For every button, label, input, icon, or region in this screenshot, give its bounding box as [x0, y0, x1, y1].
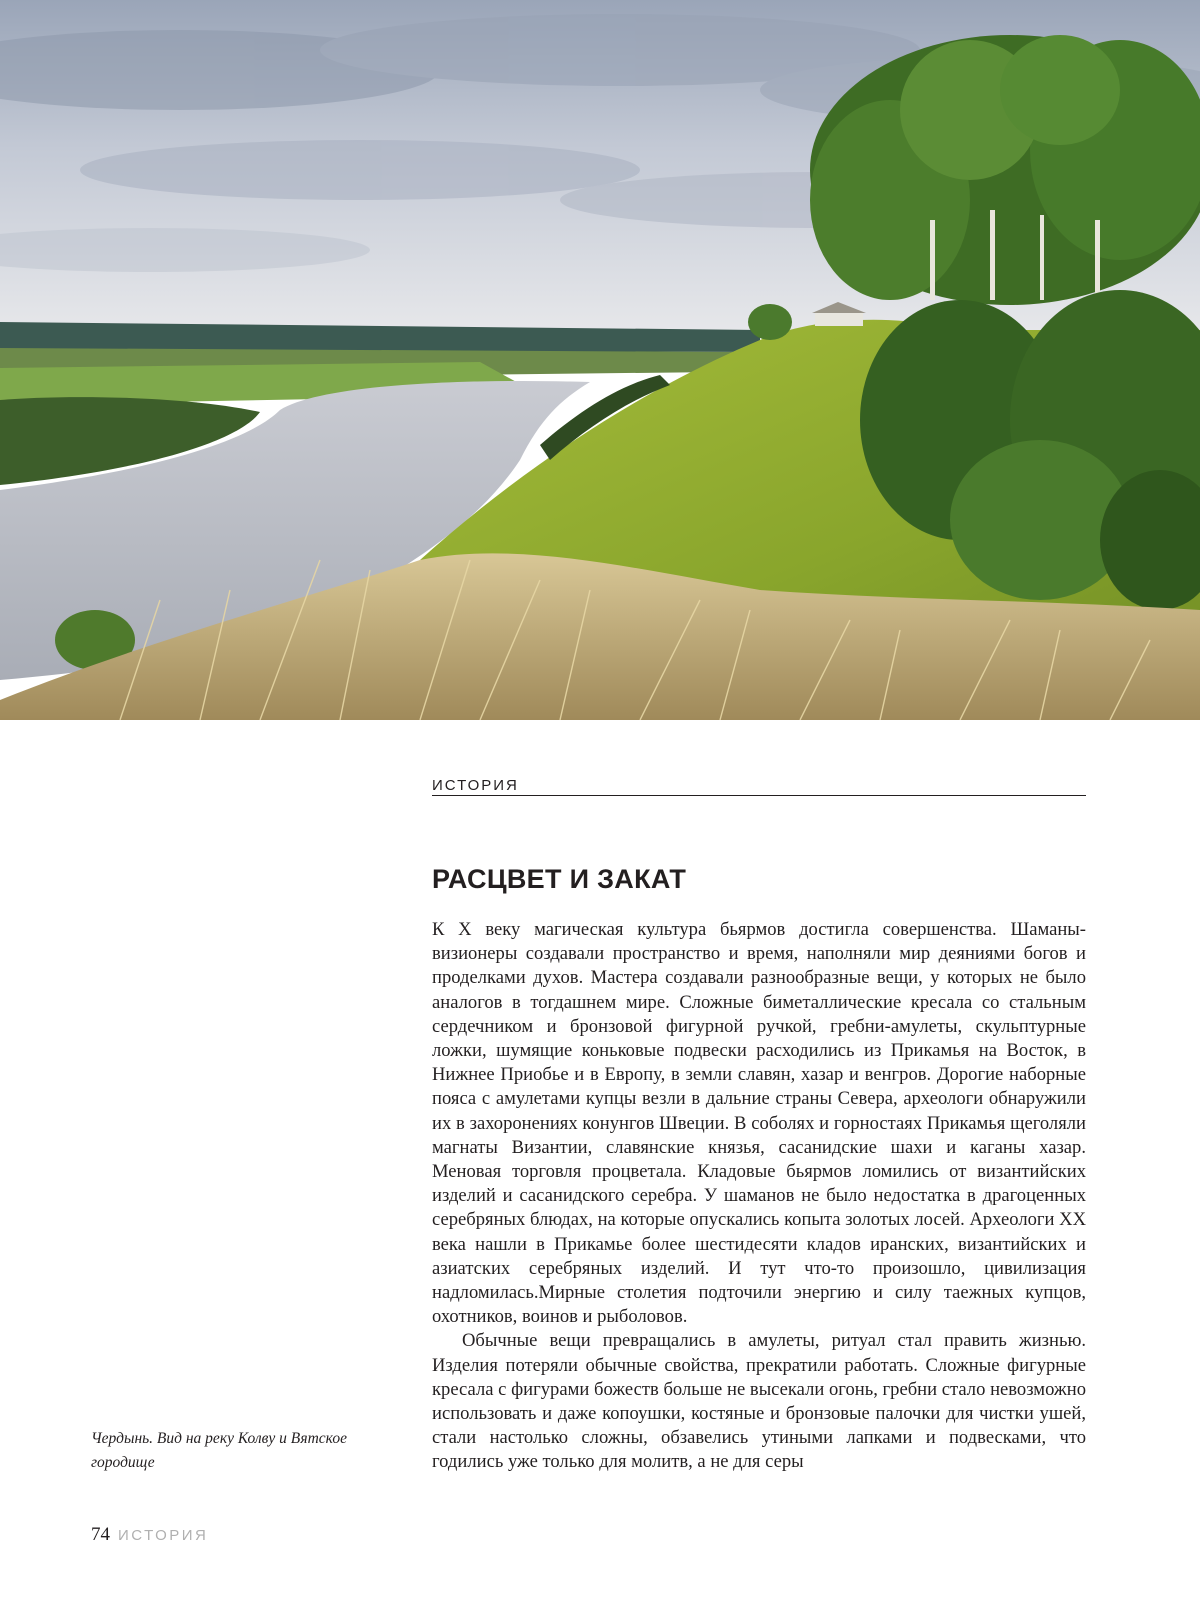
landscape-photo [0, 0, 1200, 720]
lone-tree [748, 304, 792, 340]
page-footer [91, 1524, 208, 1546]
article-title: РАСЦВЕТ И ЗАКАТ [432, 864, 687, 894]
section-divider [432, 795, 1086, 796]
paragraph: К X веку магическая культура бьярмов достигла совершенства. Шаманы-визионеры создавали пространство и время, наполняли мир деяниями богов и проделками духов. Мастера создавали разнообразные вещи, у которых не было аналогов в тогдашнем мире. Сложные биметаллические кресала со стальным сердечником и бронзовой фигурной ручкой, гребни-амулеты, скульптурные ложки, шумящие коньковые подвески расходились из Прикамья на Восток, в Нижнее Приобье и в Европу, в земли славян, хазар и венгров. Дорогие наборные пояса с амулетами купцы везли в дальние страны Севера, археологи обнаружили их в захоронениях конунгов Швеции. В соболях и горностаях Прикамья щеголяли магнаты Византии, славянские князья, сасанидские шахи и каганы хазар. Меновая торговля процветала. Кладовые бьярмов ломились от византийских изделий и сасанидского серебра. У шаманов не было недостатка в драгоценных серебряных блюдах, на которые опускались копыта золотых лосей. Археологи XX века нашли в Прикамье более шестидесяти кладов иранских, византийских и азиатских серебряных изделий. И тут что-то произошло, цивилизация надломилась.Мирные столетия подточили энергию и силу таежных купцов, охотников, воинов и рыболовов. [432, 919, 1086, 1328]
birch-grove [810, 35, 1200, 305]
section-label: ИСТОРИЯ [432, 777, 519, 794]
article-body [432, 918, 1086, 1475]
house [815, 312, 863, 326]
photo-illustration [0, 0, 1200, 720]
photo-caption: Чердынь. Вид на реку Колву и Вятское городище [91, 1430, 347, 1471]
page-number: 74 [91, 1524, 110, 1545]
paragraph: Обычные вещи превращались в амулеты, ритуал стал править жизнью. Изделия потеряли обычные свойства, прекратили работать. Сложные фигурные кресала с фигурами божеств больше не высекали огонь, гребни стало невозможно использовать и даже копоушки, костяные и бронзовые палочки для чистки ушей, стали настолько сложны, обзавелись утиными лапками и подвесками, что годились уже только для молитв, а не для серы [432, 1330, 1086, 1473]
footer-section-label: ИСТОРИЯ [118, 1527, 209, 1544]
